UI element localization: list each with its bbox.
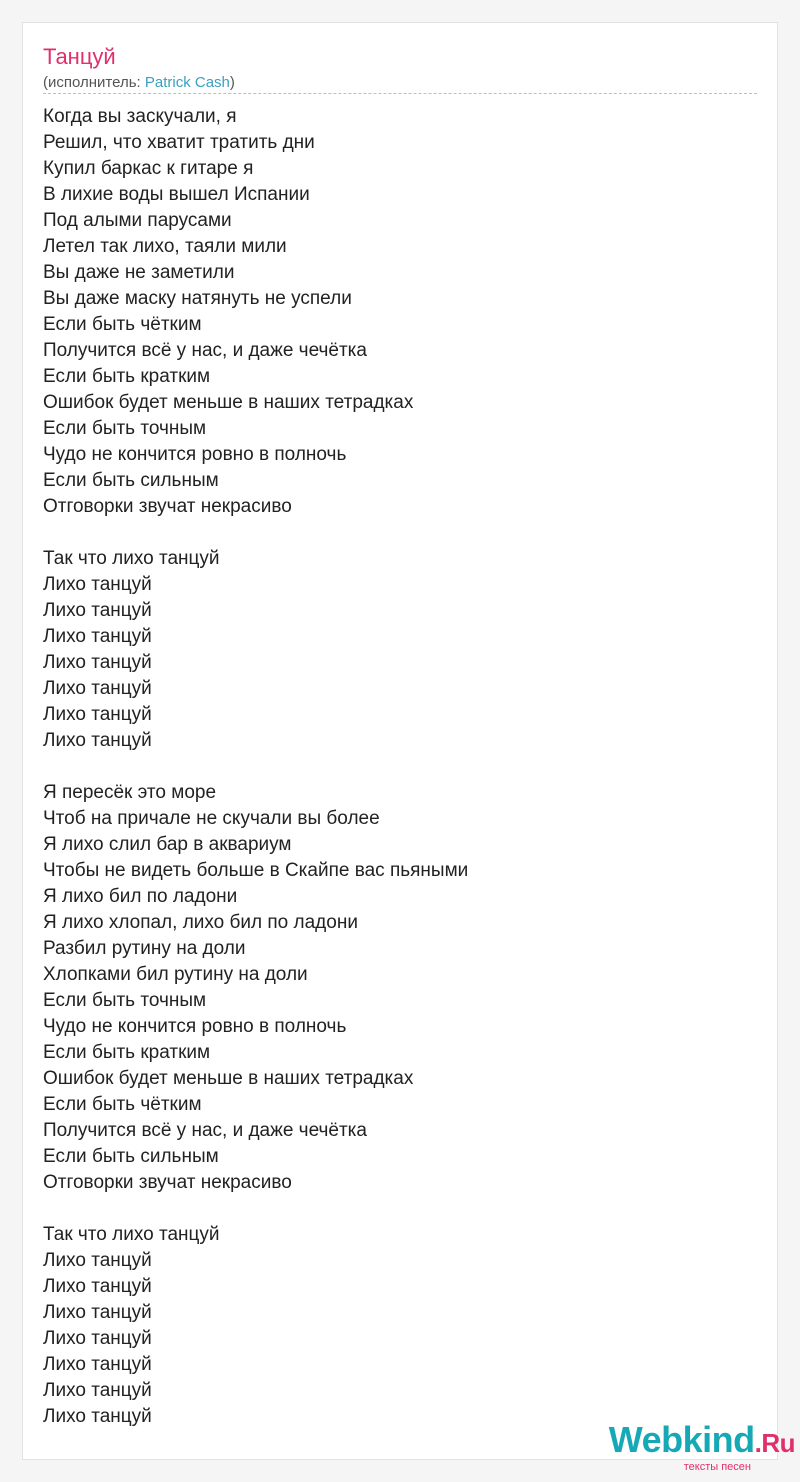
- lyric-line: Отговорки звучат некрасиво: [43, 1172, 292, 1193]
- lyric-line: Если быть сильным: [43, 1146, 219, 1167]
- song-title: Танцуй: [43, 44, 116, 69]
- lyric-line: Лихо танцуй: [43, 1302, 152, 1323]
- lyric-line: Я пересёк это море: [43, 782, 217, 803]
- lyric-line: Так что лихо танцуй: [43, 1224, 220, 1245]
- lyric-line: Чудо не кончится ровно в полночь: [43, 1016, 347, 1037]
- lyric-line: Если быть чётким: [43, 314, 202, 335]
- lyric-line: Вы даже не заметили: [43, 262, 235, 283]
- logo-tld-text: .Ru: [754, 1428, 795, 1458]
- lyric-line: Под алыми парусами: [43, 210, 232, 231]
- lyric-line: Я лихо бил по ладони: [43, 886, 238, 907]
- lyric-line: Если быть чётким: [43, 1094, 202, 1115]
- lyric-blank-line: [43, 1196, 743, 1222]
- lyric-line: Получится всё у нас, и даже чечётка: [43, 1120, 367, 1141]
- lyric-line: Когда вы заскучали, я: [43, 106, 237, 127]
- lyrics-body: [43, 104, 743, 1430]
- lyric-blank-line: [43, 520, 743, 546]
- lyric-line: Если быть точным: [43, 990, 207, 1011]
- lyric-line: Если быть кратким: [43, 366, 211, 387]
- lyric-line: Чудо не кончится ровно в полночь: [43, 444, 347, 465]
- lyric-line: Разбил рутину на доли: [43, 938, 246, 959]
- lyric-line: Лихо танцуй: [43, 1406, 152, 1427]
- lyric-line: Если быть точным: [43, 418, 207, 439]
- lyric-line: Лихо танцуй: [43, 652, 152, 673]
- lyric-blank-line: [43, 754, 743, 780]
- lyric-line: Лихо танцуй: [43, 678, 152, 699]
- artist-suffix: ): [229, 74, 235, 91]
- lyric-line: Лихо танцуй: [43, 1328, 152, 1349]
- lyric-line: Чтоб на причале не скучали вы более: [43, 808, 380, 829]
- lyric-line: Я лихо хлопал, лихо бил по ладони: [43, 912, 358, 933]
- lyric-line: Лихо танцуй: [43, 600, 152, 621]
- lyric-line: Так что лихо танцуй: [43, 548, 220, 569]
- lyric-line: Лихо танцуй: [43, 730, 152, 751]
- lyric-line: Лихо танцуй: [43, 1354, 152, 1375]
- lyric-line: Ошибок будет меньше в наших тетрадках: [43, 1068, 414, 1089]
- lyric-line: Лихо танцуй: [43, 704, 152, 725]
- lyric-line: Хлопками бил рутину на доли: [43, 964, 308, 985]
- lyric-line: Если быть сильным: [43, 470, 219, 491]
- header-divider: [43, 93, 757, 94]
- lyric-line: Лихо танцуй: [43, 1276, 152, 1297]
- lyric-line: Лихо танцуй: [43, 626, 152, 647]
- lyric-line: Ошибок будет меньше в наших тетрадках: [43, 392, 414, 413]
- lyric-line: Вы даже маску натянуть не успели: [43, 288, 352, 309]
- artist-link[interactable]: Patrick Cash: [144, 74, 230, 91]
- site-logo[interactable]: [609, 1421, 795, 1472]
- logo-tagline: тексты песен: [683, 1461, 751, 1473]
- lyric-line: Отговорки звучат некрасиво: [43, 496, 292, 517]
- lyric-line: Получится всё у нас, и даже чечётка: [43, 340, 367, 361]
- lyrics-card: [22, 22, 778, 1460]
- lyric-line: Лихо танцуй: [43, 574, 152, 595]
- lyric-line: Чтобы не видеть больше в Скайпе вас пьяными: [43, 860, 469, 881]
- lyric-line: Летел так лихо, таяли мили: [43, 236, 287, 257]
- artist-prefix: (исполнитель:: [43, 74, 145, 91]
- lyric-line: Если быть кратким: [43, 1042, 211, 1063]
- logo-main-text: Webkind: [608, 1419, 755, 1460]
- lyric-line: Лихо танцуй: [43, 1250, 152, 1271]
- artist-line: [43, 73, 235, 93]
- lyric-line: Я лихо слил бар в аквариум: [43, 834, 292, 855]
- lyric-line: Лихо танцуй: [43, 1380, 152, 1401]
- lyric-line: В лихие воды вышел Испании: [43, 184, 310, 205]
- lyric-line: Купил баркас к гитаре я: [43, 158, 254, 179]
- lyric-line: Решил, что хватит тратить дни: [43, 132, 315, 153]
